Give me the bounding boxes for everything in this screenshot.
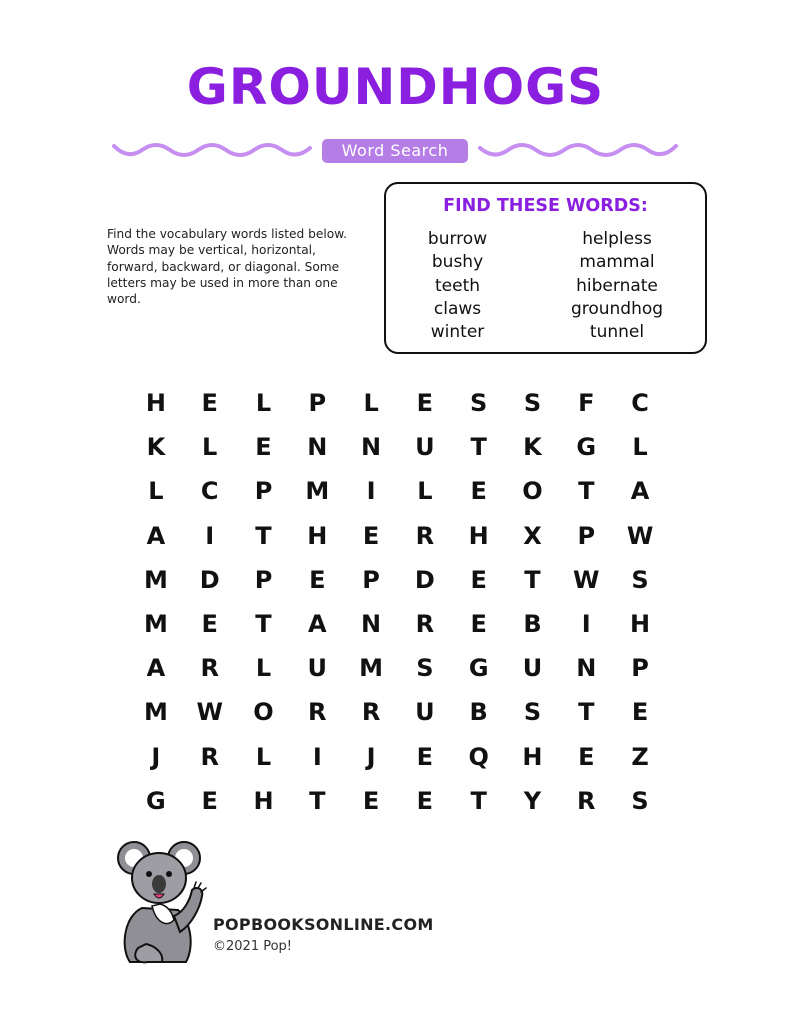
grid-letter: T <box>524 565 541 594</box>
word-item: hibernate <box>576 275 658 296</box>
grid-letter: H <box>630 609 651 638</box>
grid-letter: N <box>307 433 328 462</box>
grid-letter: O <box>253 698 274 727</box>
copyright-label: ©2021 Pop! <box>213 939 293 954</box>
grid-letter: G <box>146 786 166 815</box>
grid-letter: P <box>577 521 596 550</box>
grid-letter: E <box>255 433 272 462</box>
word-list-columns <box>386 228 705 344</box>
grid-letter: T <box>578 698 595 727</box>
grid-letter: R <box>415 609 435 638</box>
grid-letter: W <box>626 521 654 550</box>
grid-letter: T <box>309 786 326 815</box>
grid-letter: L <box>255 742 272 771</box>
grid-letter: N <box>576 654 597 683</box>
grid-letter: R <box>200 742 219 771</box>
grid-letter: E <box>201 786 218 815</box>
word-list-heading: FIND THESE WORDS: <box>443 196 648 216</box>
grid-letter: M <box>305 477 330 506</box>
grid-letter: E <box>416 389 434 417</box>
grid-letter: I <box>581 609 591 638</box>
word-item: helpless <box>582 229 652 249</box>
grid-letter: D <box>414 565 435 594</box>
grid-letter: E <box>578 742 595 771</box>
grid-letter: B <box>523 609 542 638</box>
grid-letter: L <box>148 477 164 506</box>
grid-letter: U <box>415 698 435 727</box>
grid-letter: N <box>361 433 382 462</box>
page-title: GROUNDHOGS <box>186 58 605 116</box>
grid-letter: E <box>416 786 434 815</box>
grid-letter: Q <box>468 742 489 771</box>
grid-letter: E <box>416 742 434 771</box>
grid-letter: P <box>362 565 380 594</box>
grid-letter: D <box>199 565 220 594</box>
grid-letter: M <box>143 698 168 727</box>
grid-letter: E <box>362 521 380 550</box>
grid-letter: E <box>470 609 487 638</box>
grid-letter: M <box>359 654 384 683</box>
grid-letter: E <box>309 565 326 594</box>
grid-letter: H <box>522 742 543 771</box>
grid-letter: R <box>577 786 596 815</box>
grid-letter: T <box>578 477 595 506</box>
grid-letter: L <box>255 389 272 417</box>
grid-letter: C <box>200 477 219 506</box>
website-label: POPBOOKSONLINE.COM <box>213 915 434 934</box>
grid-letter: E <box>362 786 380 815</box>
subtitle-badge: Word Search <box>322 139 468 163</box>
grid-letter: L <box>363 389 379 417</box>
word-item: bushy <box>431 252 484 273</box>
word-item: teeth <box>435 275 481 296</box>
grid-letter: T <box>255 521 272 550</box>
grid-letter: H <box>253 786 274 815</box>
grid-letter: A <box>146 521 166 550</box>
grid-letter: P <box>254 477 273 506</box>
grid-letter: U <box>307 654 328 683</box>
grid-letter: S <box>416 654 434 683</box>
grid-letter: E <box>631 698 649 727</box>
grid-letter: H <box>145 389 166 417</box>
grid-letter: A <box>146 654 166 683</box>
grid-letter: K <box>146 433 166 462</box>
grid-letter: T <box>255 609 272 638</box>
word-item: winter <box>430 322 485 343</box>
grid-letter: G <box>468 654 489 683</box>
grid-letter: W <box>573 565 600 594</box>
grid-letter: L <box>632 433 648 462</box>
grid-letter: G <box>576 433 597 462</box>
word-list-box <box>384 182 707 354</box>
grid-letter: J <box>366 742 376 771</box>
grid-letter: R <box>200 654 219 683</box>
grid-letter: A <box>630 477 650 506</box>
grid-letter: R <box>415 521 435 550</box>
grid-letter: R <box>308 698 327 727</box>
grid-letter: S <box>523 389 542 417</box>
grid-letter: U <box>522 654 543 683</box>
grid-letter: I <box>366 477 376 506</box>
grid-letter: E <box>201 389 218 417</box>
word-item: claws <box>433 298 482 319</box>
grid-letter: P <box>308 389 327 417</box>
grid-letter: A <box>308 609 327 638</box>
grid-letter: M <box>143 609 168 638</box>
grid-letter: T <box>470 433 487 462</box>
grid-letter: I <box>205 521 215 550</box>
grid-letter: W <box>196 698 223 727</box>
grid-letter: C <box>631 389 649 417</box>
grid-letter: H <box>307 521 328 550</box>
grid-letter: P <box>631 654 649 683</box>
grid-letter: S <box>631 565 649 594</box>
grid-letter: S <box>523 698 542 727</box>
grid-letter: O <box>522 477 543 506</box>
grid-letter: L <box>255 654 272 683</box>
grid-letter: K <box>523 433 542 462</box>
grid-letter: M <box>143 565 168 594</box>
word-item: mammal <box>579 252 655 273</box>
word-list-left <box>428 228 487 344</box>
grid-letter: H <box>468 521 489 550</box>
grid-letter: E <box>201 609 218 638</box>
grid-letter: Z <box>631 742 649 771</box>
word-search-grid <box>129 384 667 826</box>
grid-letter: P <box>254 565 273 594</box>
right-wave-divider <box>478 136 678 164</box>
grid-letter: R <box>361 698 381 727</box>
word-list-right <box>571 228 663 344</box>
grid-letter: E <box>470 565 487 594</box>
grid-letter: N <box>361 609 382 638</box>
grid-letter: L <box>202 433 218 462</box>
koala-icon <box>112 836 212 966</box>
grid-letter: L <box>417 477 433 506</box>
word-item: burrow <box>427 229 488 249</box>
left-wave-divider <box>112 136 312 164</box>
grid-letter: S <box>470 389 488 417</box>
grid-letter: S <box>631 786 649 815</box>
grid-letter: T <box>470 786 487 815</box>
grid-letter: U <box>415 433 435 462</box>
grid-letter: Y <box>523 786 542 815</box>
grid-letter: I <box>312 742 322 771</box>
word-item: tunnel <box>589 322 645 343</box>
grid-letter: X <box>523 521 542 550</box>
word-item: groundhog <box>570 298 664 319</box>
grid-letter: B <box>469 698 488 727</box>
grid-letter: J <box>151 742 161 771</box>
grid-letter: E <box>470 477 487 506</box>
grid-letter: F <box>578 389 595 417</box>
instructions-text: Find the vocabulary words listed below. Words may be vertical, horizontal, forward, backward, or diagonal. Some letters may be used in more than one word. <box>107 227 347 307</box>
